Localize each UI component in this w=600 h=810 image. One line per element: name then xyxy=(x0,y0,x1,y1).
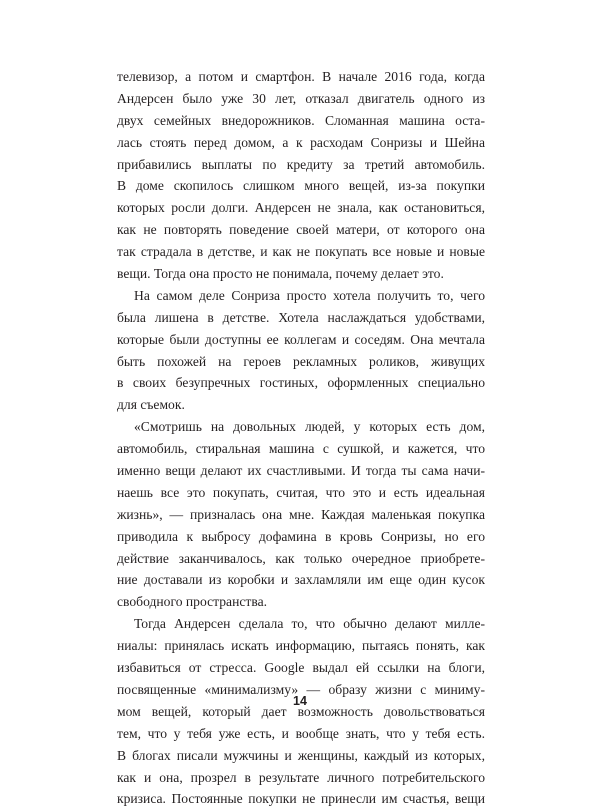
text-line: прибавились выплаты по кредиту за третий автомобиль. xyxy=(117,156,485,172)
text-line: избавиться от стресса. Google выдал ей ссылки на блоги, xyxy=(117,660,485,676)
text-line: двух семейных внедорожников. Сломанная машина оста- xyxy=(117,112,485,128)
text-line: Андерсен было уже 30 лет, отказал двигатель одного из xyxy=(117,90,485,106)
text-line: наешь все это покупать, считая, что это и есть идеальная xyxy=(117,484,485,500)
text-line: как и она, прозрел в результате личного потребительского xyxy=(117,769,485,785)
text-line: приводила к выбросу дофамина в кровь Сонризы, но его xyxy=(117,528,485,544)
text-line: ние доставали из коробки и захламляли им еще один кусок xyxy=(117,572,485,588)
text-line: так страдала в детстве, и как не покупать все новые и новые xyxy=(117,244,485,260)
text-line: как не повторять поведение своей матери, от которого она xyxy=(117,222,485,238)
text-line: кризиса. Постоянные покупки не принесли им счастья, вещи xyxy=(117,791,485,807)
text-line: мом вещей, который дает возможность довольствоваться xyxy=(117,703,485,719)
text-line: свободного пространства. xyxy=(117,594,267,610)
text-line: автомобиль, стиральная машина с сушкой, и кажется, что xyxy=(117,441,485,457)
text-line: В блогах писали мужчины и женщины, каждый из которых, xyxy=(117,747,485,763)
text-line: телевизор, а потом и смартфон. В начале 2016 года, когда xyxy=(117,69,485,84)
text-line: тем, что у тебя уже есть, и вообще знать, что у тебя есть. xyxy=(117,725,485,741)
text-line: именно вещи делают их счастливыми. И тогда ты сама начи- xyxy=(117,463,485,479)
text-line: в своих безупречных гостиных, оформленных специально xyxy=(117,375,485,391)
text-line: жизнь», — призналась она мне. Каждая маленькая покупка xyxy=(117,506,485,522)
text-line: В доме скопилось слишком много вещей, из-за покупки xyxy=(117,178,485,194)
text-line: которые были доступны ее коллегам и соседям. Она мечтала xyxy=(117,331,485,347)
text-line: На самом деле Сонриза просто хотела получить то, чего xyxy=(134,287,485,303)
text-line: посвященные «минимализму» — образу жизни с миниму- xyxy=(117,681,485,697)
text-line: ниалы: принялась искать информацию, пытаясь понять, как xyxy=(117,638,485,654)
text-line: была лишена в детстве. Хотела наслаждаться удобствами, xyxy=(117,309,485,325)
text-line: действие заканчивалось, как только очередное приобрете- xyxy=(117,550,485,566)
text-line: для съемок. xyxy=(117,397,185,413)
text-line: вещи. Тогда она просто не понимала, почему делает это. xyxy=(117,266,444,282)
text-line: лась стоять перед домом, а к расходам Сонризы и Шейна xyxy=(117,134,485,150)
page-number: 14 xyxy=(293,694,307,708)
text-line: Тогда Андерсен сделала то, что обычно делают миллe- xyxy=(134,616,485,632)
text-line: которых росли долги. Андерсен не знала, как остановиться, xyxy=(117,200,485,216)
text-line: быть похожей на героев рекламных роликов, живущих xyxy=(117,353,485,369)
text-line: «Смотришь на довольных людей, у которых есть дом, xyxy=(134,419,485,435)
